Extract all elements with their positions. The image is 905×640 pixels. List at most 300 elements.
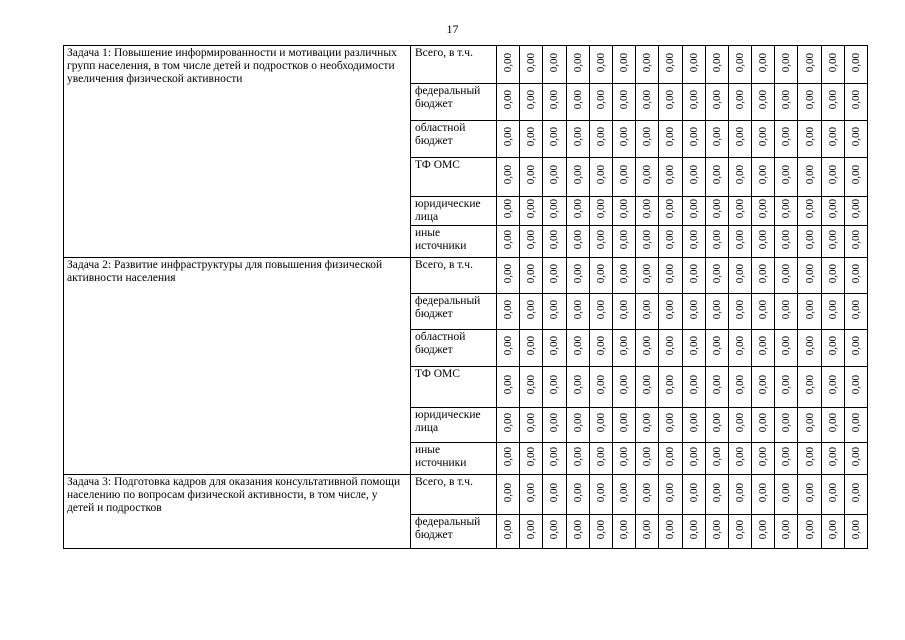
value-text: 0,00 xyxy=(594,336,607,356)
value-cell xyxy=(543,46,566,84)
value-cell xyxy=(636,408,659,443)
value-cell xyxy=(705,121,728,158)
value-text: 0,00 xyxy=(687,199,700,219)
value-text: 0,00 xyxy=(571,336,584,356)
value-cell xyxy=(682,84,705,121)
value-cell xyxy=(682,226,705,258)
value-cell xyxy=(728,367,751,408)
funding-source: юридические лица xyxy=(411,408,497,443)
value-cell xyxy=(589,443,612,475)
value-cell xyxy=(589,121,612,158)
value-text: 0,00 xyxy=(664,519,677,540)
value-cell xyxy=(705,46,728,84)
value-text: 0,00 xyxy=(525,165,538,185)
value-text: 0,00 xyxy=(849,127,862,147)
value-cell xyxy=(589,226,612,258)
value-text: 0,00 xyxy=(826,375,839,395)
value-cell xyxy=(752,475,775,515)
value-cell xyxy=(520,158,543,197)
value-cell xyxy=(844,515,867,549)
value-text: 0,00 xyxy=(664,229,677,250)
value-text: 0,00 xyxy=(687,413,700,433)
value-text: 0,00 xyxy=(687,90,700,110)
value-cell xyxy=(543,408,566,443)
funding-source: федеральный бюджет xyxy=(411,294,497,330)
value-text: 0,00 xyxy=(710,199,723,219)
value-text: 0,00 xyxy=(641,199,654,219)
value-cell xyxy=(589,294,612,330)
value-text: 0,00 xyxy=(757,519,770,540)
value-cell xyxy=(497,330,520,367)
value-cell xyxy=(752,408,775,443)
value-cell xyxy=(728,121,751,158)
value-text: 0,00 xyxy=(710,299,723,320)
table-row xyxy=(64,475,868,515)
value-cell xyxy=(775,294,798,330)
value-text: 0,00 xyxy=(548,52,561,73)
value-cell xyxy=(775,258,798,294)
value-text: 0,00 xyxy=(664,375,677,395)
value-cell xyxy=(612,121,635,158)
value-cell xyxy=(728,226,751,258)
value-text: 0,00 xyxy=(548,165,561,185)
value-text: 0,00 xyxy=(733,336,746,356)
value-text: 0,00 xyxy=(733,413,746,433)
value-text: 0,00 xyxy=(826,482,839,503)
value-cell xyxy=(543,475,566,515)
value-cell xyxy=(798,443,821,475)
value-text: 0,00 xyxy=(618,263,631,284)
value-cell xyxy=(659,330,682,367)
value-text: 0,00 xyxy=(849,336,862,356)
value-text: 0,00 xyxy=(687,336,700,356)
value-text: 0,00 xyxy=(780,519,793,540)
value-cell xyxy=(775,475,798,515)
value-cell xyxy=(728,158,751,197)
value-text: 0,00 xyxy=(571,52,584,73)
value-text: 0,00 xyxy=(502,263,515,284)
value-cell xyxy=(775,443,798,475)
value-text: 0,00 xyxy=(548,263,561,284)
value-cell xyxy=(612,475,635,515)
value-cell xyxy=(705,408,728,443)
value-text: 0,00 xyxy=(664,482,677,503)
value-text: 0,00 xyxy=(803,127,816,147)
value-cell xyxy=(798,46,821,84)
value-cell xyxy=(566,408,589,443)
value-text: 0,00 xyxy=(780,90,793,110)
funding-source: иные источники xyxy=(411,443,497,475)
value-text: 0,00 xyxy=(594,446,607,467)
value-cell xyxy=(682,408,705,443)
value-cell xyxy=(636,46,659,84)
value-cell xyxy=(566,121,589,158)
value-text: 0,00 xyxy=(803,90,816,110)
value-text: 0,00 xyxy=(641,375,654,395)
value-cell xyxy=(844,226,867,258)
value-text: 0,00 xyxy=(571,413,584,433)
value-cell xyxy=(798,515,821,549)
value-text: 0,00 xyxy=(641,229,654,250)
value-text: 0,00 xyxy=(849,413,862,433)
funding-source: ТФ ОМС xyxy=(411,158,497,197)
value-text: 0,00 xyxy=(826,263,839,284)
value-text: 0,00 xyxy=(687,299,700,320)
value-cell xyxy=(566,475,589,515)
value-cell xyxy=(543,258,566,294)
value-cell xyxy=(798,294,821,330)
value-cell xyxy=(612,367,635,408)
value-text: 0,00 xyxy=(733,90,746,110)
value-cell xyxy=(844,158,867,197)
value-cell xyxy=(520,197,543,226)
value-text: 0,00 xyxy=(733,375,746,395)
value-text: 0,00 xyxy=(502,165,515,185)
value-text: 0,00 xyxy=(757,90,770,110)
value-text: 0,00 xyxy=(594,52,607,73)
value-text: 0,00 xyxy=(710,229,723,250)
value-cell xyxy=(752,197,775,226)
value-cell xyxy=(659,84,682,121)
value-text: 0,00 xyxy=(803,375,816,395)
value-text: 0,00 xyxy=(618,299,631,320)
value-text: 0,00 xyxy=(710,263,723,284)
value-text: 0,00 xyxy=(548,199,561,219)
value-cell xyxy=(589,46,612,84)
value-text: 0,00 xyxy=(710,336,723,356)
value-cell xyxy=(612,158,635,197)
value-cell xyxy=(752,515,775,549)
value-cell xyxy=(659,258,682,294)
value-text: 0,00 xyxy=(733,165,746,185)
value-cell xyxy=(636,158,659,197)
value-cell xyxy=(589,330,612,367)
value-cell xyxy=(612,84,635,121)
value-text: 0,00 xyxy=(733,127,746,147)
value-text: 0,00 xyxy=(664,90,677,110)
value-cell xyxy=(636,330,659,367)
value-text: 0,00 xyxy=(710,52,723,73)
value-text: 0,00 xyxy=(618,446,631,467)
value-cell xyxy=(497,367,520,408)
task-title: Задача 3: Подготовка кадров для оказания консультативной помощи населению по вопросам физической активности, в том числе, у детей и подростков xyxy=(64,475,411,549)
value-text: 0,00 xyxy=(826,299,839,320)
value-text: 0,00 xyxy=(525,52,538,73)
value-text: 0,00 xyxy=(502,482,515,503)
value-cell xyxy=(752,46,775,84)
value-text: 0,00 xyxy=(502,199,515,219)
funding-source: иные источники xyxy=(411,226,497,258)
value-text: 0,00 xyxy=(594,127,607,147)
value-cell xyxy=(520,443,543,475)
value-text: 0,00 xyxy=(826,229,839,250)
value-text: 0,00 xyxy=(641,263,654,284)
value-cell xyxy=(543,367,566,408)
value-text: 0,00 xyxy=(525,299,538,320)
value-cell xyxy=(589,475,612,515)
value-cell xyxy=(844,84,867,121)
value-text: 0,00 xyxy=(502,413,515,433)
value-text: 0,00 xyxy=(757,165,770,185)
value-text: 0,00 xyxy=(594,165,607,185)
value-text: 0,00 xyxy=(641,165,654,185)
value-cell xyxy=(636,258,659,294)
value-cell xyxy=(520,408,543,443)
value-text: 0,00 xyxy=(826,90,839,110)
value-cell xyxy=(520,226,543,258)
value-text: 0,00 xyxy=(618,90,631,110)
value-text: 0,00 xyxy=(803,263,816,284)
value-cell xyxy=(844,367,867,408)
value-cell xyxy=(566,443,589,475)
value-cell xyxy=(566,84,589,121)
value-text: 0,00 xyxy=(710,375,723,395)
value-text: 0,00 xyxy=(780,336,793,356)
value-text: 0,00 xyxy=(826,199,839,219)
value-cell xyxy=(775,226,798,258)
value-text: 0,00 xyxy=(548,375,561,395)
value-cell xyxy=(520,84,543,121)
value-text: 0,00 xyxy=(826,165,839,185)
value-text: 0,00 xyxy=(525,229,538,250)
value-cell xyxy=(589,408,612,443)
value-cell xyxy=(821,367,844,408)
value-text: 0,00 xyxy=(571,90,584,110)
value-cell xyxy=(705,515,728,549)
value-text: 0,00 xyxy=(664,299,677,320)
value-cell xyxy=(636,197,659,226)
value-cell xyxy=(543,226,566,258)
value-cell xyxy=(728,46,751,84)
value-cell xyxy=(728,84,751,121)
value-text: 0,00 xyxy=(849,519,862,540)
value-text: 0,00 xyxy=(849,199,862,219)
value-cell xyxy=(775,121,798,158)
value-text: 0,00 xyxy=(757,413,770,433)
value-text: 0,00 xyxy=(849,375,862,395)
value-cell xyxy=(636,367,659,408)
value-cell xyxy=(705,158,728,197)
value-cell xyxy=(543,84,566,121)
value-text: 0,00 xyxy=(502,127,515,147)
value-text: 0,00 xyxy=(664,127,677,147)
value-cell xyxy=(682,121,705,158)
value-text: 0,00 xyxy=(733,482,746,503)
value-text: 0,00 xyxy=(525,375,538,395)
value-cell xyxy=(566,367,589,408)
value-text: 0,00 xyxy=(826,519,839,540)
value-text: 0,00 xyxy=(757,263,770,284)
value-text: 0,00 xyxy=(571,375,584,395)
value-text: 0,00 xyxy=(571,229,584,250)
value-text: 0,00 xyxy=(594,519,607,540)
value-cell xyxy=(520,367,543,408)
value-text: 0,00 xyxy=(687,375,700,395)
value-text: 0,00 xyxy=(548,299,561,320)
funding-source: областной бюджет xyxy=(411,121,497,158)
value-cell xyxy=(659,443,682,475)
value-cell xyxy=(798,330,821,367)
value-text: 0,00 xyxy=(548,229,561,250)
value-cell xyxy=(844,475,867,515)
budget-table xyxy=(63,45,868,549)
value-text: 0,00 xyxy=(757,375,770,395)
value-text: 0,00 xyxy=(710,90,723,110)
value-text: 0,00 xyxy=(849,482,862,503)
value-cell xyxy=(705,226,728,258)
value-text: 0,00 xyxy=(826,52,839,73)
value-text: 0,00 xyxy=(525,263,538,284)
value-cell xyxy=(566,258,589,294)
value-text: 0,00 xyxy=(594,229,607,250)
value-text: 0,00 xyxy=(502,90,515,110)
value-cell xyxy=(798,158,821,197)
value-text: 0,00 xyxy=(803,299,816,320)
funding-source: ТФ ОМС xyxy=(411,367,497,408)
value-text: 0,00 xyxy=(571,127,584,147)
value-cell xyxy=(728,408,751,443)
value-cell xyxy=(705,443,728,475)
value-text: 0,00 xyxy=(803,199,816,219)
value-text: 0,00 xyxy=(849,446,862,467)
value-cell xyxy=(821,258,844,294)
value-cell xyxy=(520,475,543,515)
value-cell xyxy=(798,367,821,408)
value-cell xyxy=(497,475,520,515)
value-cell xyxy=(612,197,635,226)
value-cell xyxy=(497,158,520,197)
value-text: 0,00 xyxy=(571,165,584,185)
value-cell xyxy=(566,158,589,197)
value-text: 0,00 xyxy=(548,336,561,356)
value-text: 0,00 xyxy=(641,336,654,356)
value-text: 0,00 xyxy=(525,413,538,433)
value-cell xyxy=(752,158,775,197)
value-text: 0,00 xyxy=(710,165,723,185)
value-text: 0,00 xyxy=(733,199,746,219)
value-text: 0,00 xyxy=(571,299,584,320)
value-cell xyxy=(682,330,705,367)
value-cell xyxy=(682,367,705,408)
value-text: 0,00 xyxy=(618,413,631,433)
value-text: 0,00 xyxy=(618,52,631,73)
value-text: 0,00 xyxy=(733,229,746,250)
value-cell xyxy=(752,294,775,330)
value-text: 0,00 xyxy=(757,446,770,467)
value-cell xyxy=(844,294,867,330)
value-cell xyxy=(612,443,635,475)
value-text: 0,00 xyxy=(548,127,561,147)
value-text: 0,00 xyxy=(757,52,770,73)
value-text: 0,00 xyxy=(757,127,770,147)
value-cell xyxy=(775,197,798,226)
value-text: 0,00 xyxy=(594,299,607,320)
value-cell xyxy=(775,330,798,367)
value-cell xyxy=(844,46,867,84)
value-cell xyxy=(497,46,520,84)
value-text: 0,00 xyxy=(502,519,515,540)
value-text: 0,00 xyxy=(757,336,770,356)
value-text: 0,00 xyxy=(525,199,538,219)
value-text: 0,00 xyxy=(687,446,700,467)
value-text: 0,00 xyxy=(618,519,631,540)
value-text: 0,00 xyxy=(548,446,561,467)
value-cell xyxy=(497,408,520,443)
value-text: 0,00 xyxy=(849,90,862,110)
value-text: 0,00 xyxy=(803,52,816,73)
value-text: 0,00 xyxy=(780,375,793,395)
value-cell xyxy=(705,475,728,515)
funding-source: Всего, в т.ч. xyxy=(411,46,497,84)
value-text: 0,00 xyxy=(525,482,538,503)
value-cell xyxy=(798,226,821,258)
value-cell xyxy=(775,46,798,84)
value-cell xyxy=(728,330,751,367)
value-cell xyxy=(682,515,705,549)
value-cell xyxy=(821,197,844,226)
value-text: 0,00 xyxy=(757,299,770,320)
value-text: 0,00 xyxy=(525,90,538,110)
funding-source: федеральный бюджет xyxy=(411,515,497,549)
value-cell xyxy=(497,258,520,294)
value-cell xyxy=(520,46,543,84)
value-cell xyxy=(798,475,821,515)
value-text: 0,00 xyxy=(641,482,654,503)
value-cell xyxy=(682,46,705,84)
value-cell xyxy=(798,408,821,443)
value-text: 0,00 xyxy=(780,263,793,284)
value-cell xyxy=(821,226,844,258)
value-cell xyxy=(775,515,798,549)
value-cell xyxy=(659,294,682,330)
value-cell xyxy=(589,84,612,121)
value-text: 0,00 xyxy=(687,229,700,250)
value-text: 0,00 xyxy=(826,413,839,433)
value-cell xyxy=(752,258,775,294)
funding-source: Всего, в т.ч. xyxy=(411,258,497,294)
value-text: 0,00 xyxy=(780,482,793,503)
value-cell xyxy=(752,330,775,367)
value-text: 0,00 xyxy=(641,52,654,73)
value-text: 0,00 xyxy=(757,229,770,250)
value-cell xyxy=(821,408,844,443)
value-cell xyxy=(589,367,612,408)
value-cell xyxy=(682,258,705,294)
value-text: 0,00 xyxy=(849,165,862,185)
value-cell xyxy=(705,258,728,294)
value-text: 0,00 xyxy=(618,229,631,250)
value-text: 0,00 xyxy=(664,336,677,356)
value-text: 0,00 xyxy=(618,165,631,185)
value-cell xyxy=(659,46,682,84)
value-text: 0,00 xyxy=(803,446,816,467)
value-cell xyxy=(659,475,682,515)
value-text: 0,00 xyxy=(502,299,515,320)
value-text: 0,00 xyxy=(849,299,862,320)
value-text: 0,00 xyxy=(548,90,561,110)
value-cell xyxy=(752,367,775,408)
value-text: 0,00 xyxy=(849,263,862,284)
value-text: 0,00 xyxy=(525,519,538,540)
value-cell xyxy=(705,197,728,226)
value-cell xyxy=(821,475,844,515)
funding-source: Всего, в т.ч. xyxy=(411,475,497,515)
value-cell xyxy=(497,121,520,158)
value-text: 0,00 xyxy=(733,263,746,284)
value-text: 0,00 xyxy=(780,229,793,250)
value-cell xyxy=(636,443,659,475)
value-cell xyxy=(520,330,543,367)
